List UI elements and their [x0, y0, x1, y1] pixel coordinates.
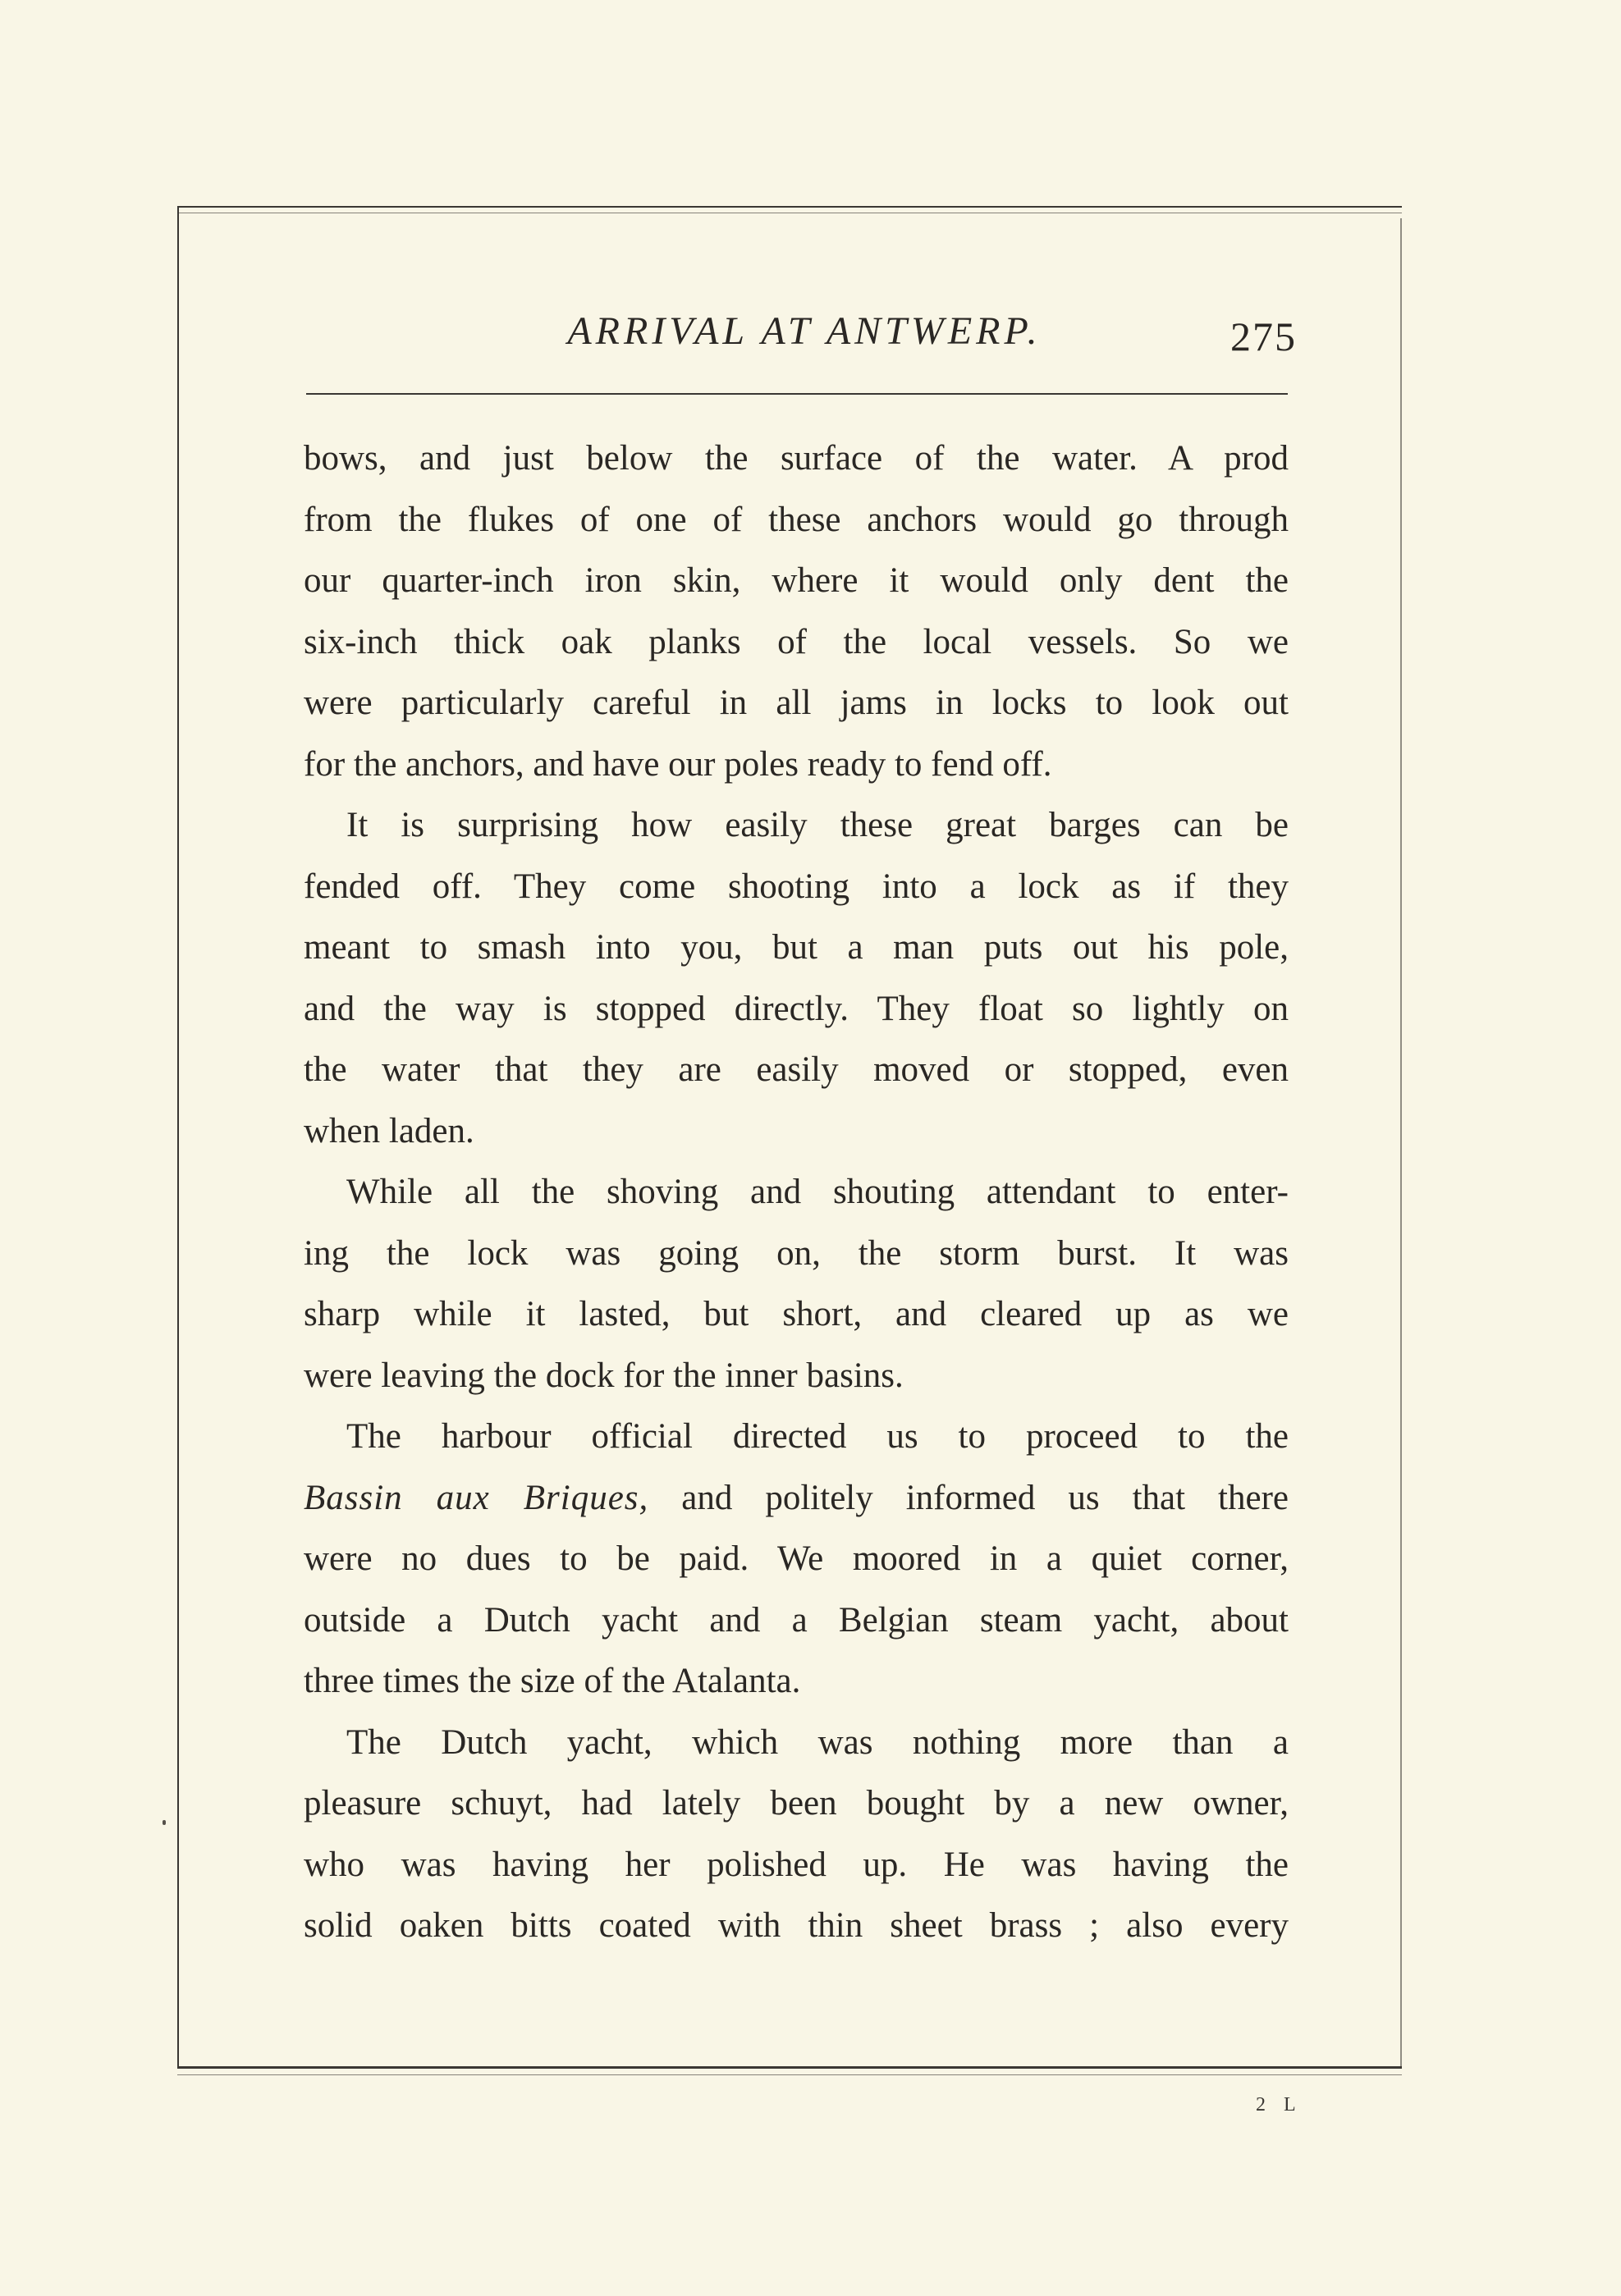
paragraph-first-line: While all the shoving and shouting attendant to enter-	[346, 1173, 1289, 1211]
text-line: the water that they are easily moved or stopped, even	[304, 1050, 1289, 1089]
text-line: our quarter-inch iron skin, where it would only dent the	[304, 561, 1289, 600]
text-line: were leaving the dock for the inner basins.	[304, 1356, 904, 1395]
text-line: outside a Dutch yacht and a Belgian steam yacht, about	[304, 1600, 1289, 1640]
text-line: meant to smash into you, but a man puts out his pole,	[304, 928, 1289, 967]
text-line: were particularly careful in all jams in locks to look out	[304, 684, 1289, 722]
frame-bottom-rule	[177, 2066, 1402, 2069]
frame-top-rule	[179, 206, 1402, 208]
text-line: ing the lock was going on, the storm burst. It was	[304, 1233, 1289, 1273]
text-line	[304, 1468, 1289, 1530]
header-rule	[306, 393, 1288, 395]
text-line: and the way is stopped directly. They float so lightly on	[304, 989, 1289, 1028]
text-line: when laden.	[304, 1111, 474, 1150]
text-line: were no dues to be paid. We moored in a quiet corner,	[304, 1539, 1289, 1578]
running-title: ARRIVAL AT ANTWERP.	[567, 309, 1042, 353]
text-line: fended off. They come shooting into a lock as if they	[304, 867, 1289, 906]
frame-left-rule	[177, 206, 179, 2069]
text-line: six-inch thick oak planks of the local vessels. So we	[304, 622, 1289, 661]
text-line: sharp while it lasted, but short, and cleared up as we	[304, 1295, 1289, 1333]
text-line-rest: and politely informed us that there	[681, 1478, 1289, 1517]
text-line: who was having her polished up. He was having the	[304, 1845, 1289, 1884]
text-line: pleasure schuyt, had lately been bought by a new owner,	[304, 1784, 1289, 1823]
margin-speck	[163, 1820, 166, 1825]
frame-bottom-rule-inner	[177, 2074, 1402, 2075]
paragraph-first-line: The Dutch yacht, which was nothing more than a	[346, 1722, 1289, 1762]
signature-mark: 2 L	[1256, 2094, 1303, 2115]
text-line: for the anchors, and have our poles ready to fend off.	[304, 744, 1052, 784]
italic-place-name: Bassin aux Briques,	[304, 1478, 649, 1517]
frame-right-rule	[1400, 218, 1402, 2069]
paragraph-first-line: It is surprising how easily these great barges can be	[346, 806, 1289, 844]
text-line: three times the size of the Atalanta.	[304, 1662, 801, 1700]
text-line: from the flukes of one of these anchors would go through	[304, 500, 1289, 539]
paragraph-first-line: The harbour official directed us to proceed to the	[346, 1417, 1289, 1456]
text-line: bows, and just below the surface of the water. A prod	[304, 439, 1289, 478]
page-number: 275	[1230, 313, 1297, 359]
text-line: solid oaken bitts coated with thin sheet brass ; also every	[304, 1906, 1289, 1945]
text-body	[304, 428, 1289, 1957]
